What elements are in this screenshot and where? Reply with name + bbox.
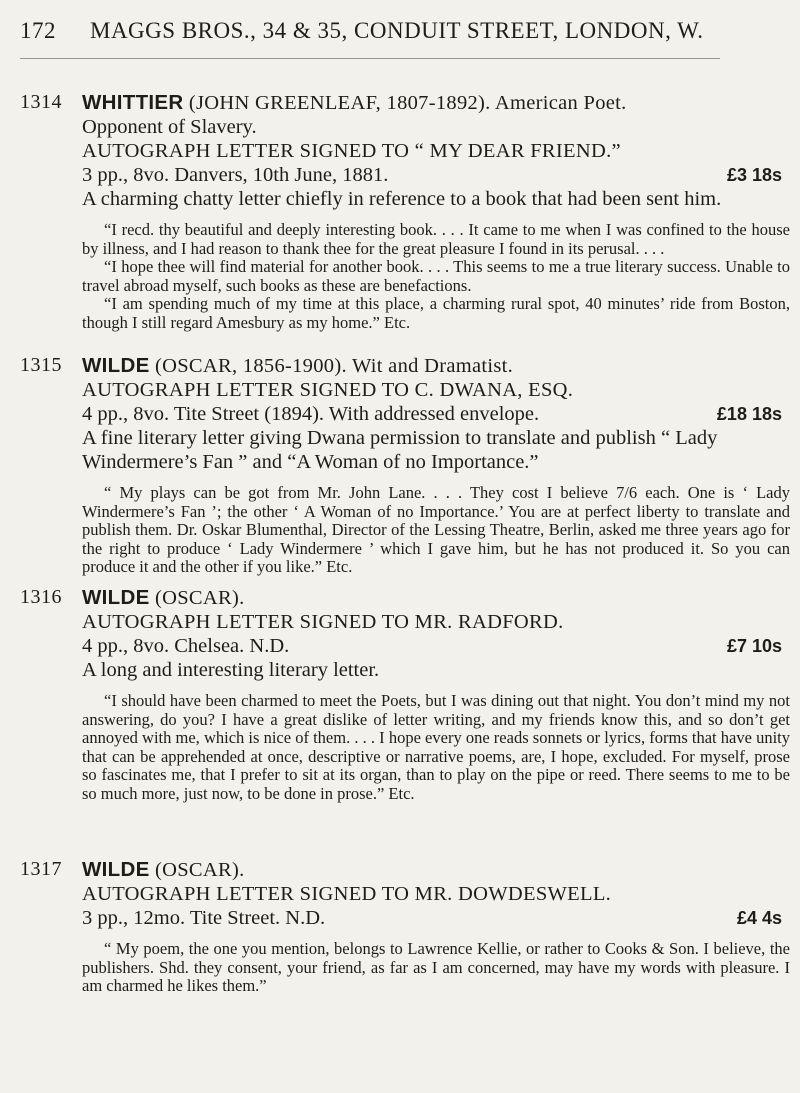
catalogue-entry [20, 91, 790, 332]
item-price: £4 4s [736, 908, 782, 928]
lot-number: 1317 [20, 858, 62, 880]
author-name: WHITTIER [82, 91, 184, 114]
letter-quote [82, 692, 790, 803]
author-subhead: Opponent of Slavery. [82, 116, 257, 138]
catalogue-entry [20, 858, 790, 996]
item-details: 4 pp., 8vo. Tite Street (1894). With addressed envelope. [82, 403, 540, 425]
header-rule [20, 58, 720, 59]
entry-heading [82, 858, 790, 882]
lot-number: 1315 [20, 354, 62, 376]
item-title: AUTOGRAPH LETTER SIGNED TO MR. RADFORD. [82, 611, 564, 633]
item-price: £18 18s [716, 404, 782, 424]
item-details: 3 pp., 12mo. Tite Street. N.D. [82, 907, 326, 929]
quote-paragraph: “ My plays can be got from Mr. John Lane. . . . They cost I believe 7/6 each. One is ‘ Lady Windermere’s Fan ’; the other ‘ A Woman of no Importance.’ You are at perfect liberty to translate and publish them. Dr. Oskar Blumenthal, Director of the Lessing Theatre, Berlin, asked me three years ago for the right to produce ‘ Lady Windermere ’ which I gave him, but he has not produced it. So you can produce it and the other if you like.” Etc. [82, 483, 790, 576]
item-price: £3 18s [726, 165, 782, 185]
author-name: WILDE [82, 586, 150, 609]
quote-paragraph: “ My poem, the one you mention, belongs to Lawrence Kellie, or rather to Cooks & Son. I believe, the publishers. Shd. they consent, your friend, as far as I am concerned, may have my words with pleasure. I am charmed he likes them.” [82, 939, 790, 995]
author-details: (OSCAR). [149, 587, 245, 609]
catalogue-entry [20, 586, 790, 803]
item-title: AUTOGRAPH LETTER SIGNED TO C. DWANA, ESQ. [82, 379, 574, 401]
item-description: A long and interesting literary letter. [82, 659, 380, 681]
quote-paragraph: “I recd. thy beautiful and deeply interesting book. . . . It came to me when I was confined to the house by illness, and I had reason to thank thee for the great pleasure I found in its perusal. . . . [82, 220, 790, 258]
catalogue-entry [20, 354, 790, 577]
quote-paragraph: “I hope thee will find material for another book. . . . This seems to me a true literary success. Unable to travel abroad myself, such books as these are benefactions. [82, 257, 790, 295]
page-header [20, 18, 780, 44]
item-title: AUTOGRAPH LETTER SIGNED TO “ MY DEAR FRIEND.” [82, 140, 621, 162]
author-details: (OSCAR). [149, 859, 245, 881]
letter-quote [82, 940, 790, 996]
item-price: £7 10s [726, 636, 782, 656]
page-number: 172 [20, 18, 56, 43]
quote-paragraph: “I am spending much of my time at this place, a charming rural spot, 40 minutes’ ride from Boston, though I still regard Amesbury as my home.” Etc. [82, 294, 790, 332]
letter-quote [82, 221, 790, 332]
lot-number: 1314 [20, 91, 62, 113]
author-details: (JOHN GREENLEAF, 1807-1892). American Poet. [183, 92, 627, 114]
letter-quote [82, 484, 790, 577]
lot-number: 1316 [20, 586, 62, 608]
item-details: 4 pp., 8vo. Chelsea. N.D. [82, 635, 290, 657]
running-head: MAGGS BROS., 34 & 35, CONDUIT STREET, LONDON, W. [90, 18, 704, 43]
item-title: AUTOGRAPH LETTER SIGNED TO MR. DOWDESWELL. [82, 883, 612, 905]
author-name: WILDE [82, 354, 150, 377]
entry-heading [82, 586, 790, 610]
item-description: A fine literary letter giving Dwana permission to translate and publish “ Lady Windermere’s Fan ” and “A Woman of no Importance.” [82, 427, 718, 473]
author-details: (OSCAR, 1856-1900). Wit and Dramatist. [149, 355, 514, 377]
item-details: 3 pp., 8vo. Danvers, 10th June, 1881. [82, 164, 389, 186]
entry-heading [82, 354, 790, 378]
entry-heading [82, 91, 790, 115]
item-description: A charming chatty letter chiefly in reference to a book that had been sent him. [82, 188, 722, 210]
author-name: WILDE [82, 858, 150, 881]
quote-paragraph: “I should have been charmed to meet the Poets, but I was dining out that night. You don’t mind my not answering, do you? I have a great dislike of letter writing, and my friends know this, and so don’t get annoyed with me, which is nice of them. . . . I hope every one reads sonnets or lyrics, forms that have unity that can be apprehended at once, descriptive or narrative poems, are, I hope, excluded. For myself, prose so fascinates me, that I prefer to sit at its organ, than to play on the pipe or reed. There seems to me to be so much more, just now, to be done in prose.” Etc. [82, 691, 790, 803]
